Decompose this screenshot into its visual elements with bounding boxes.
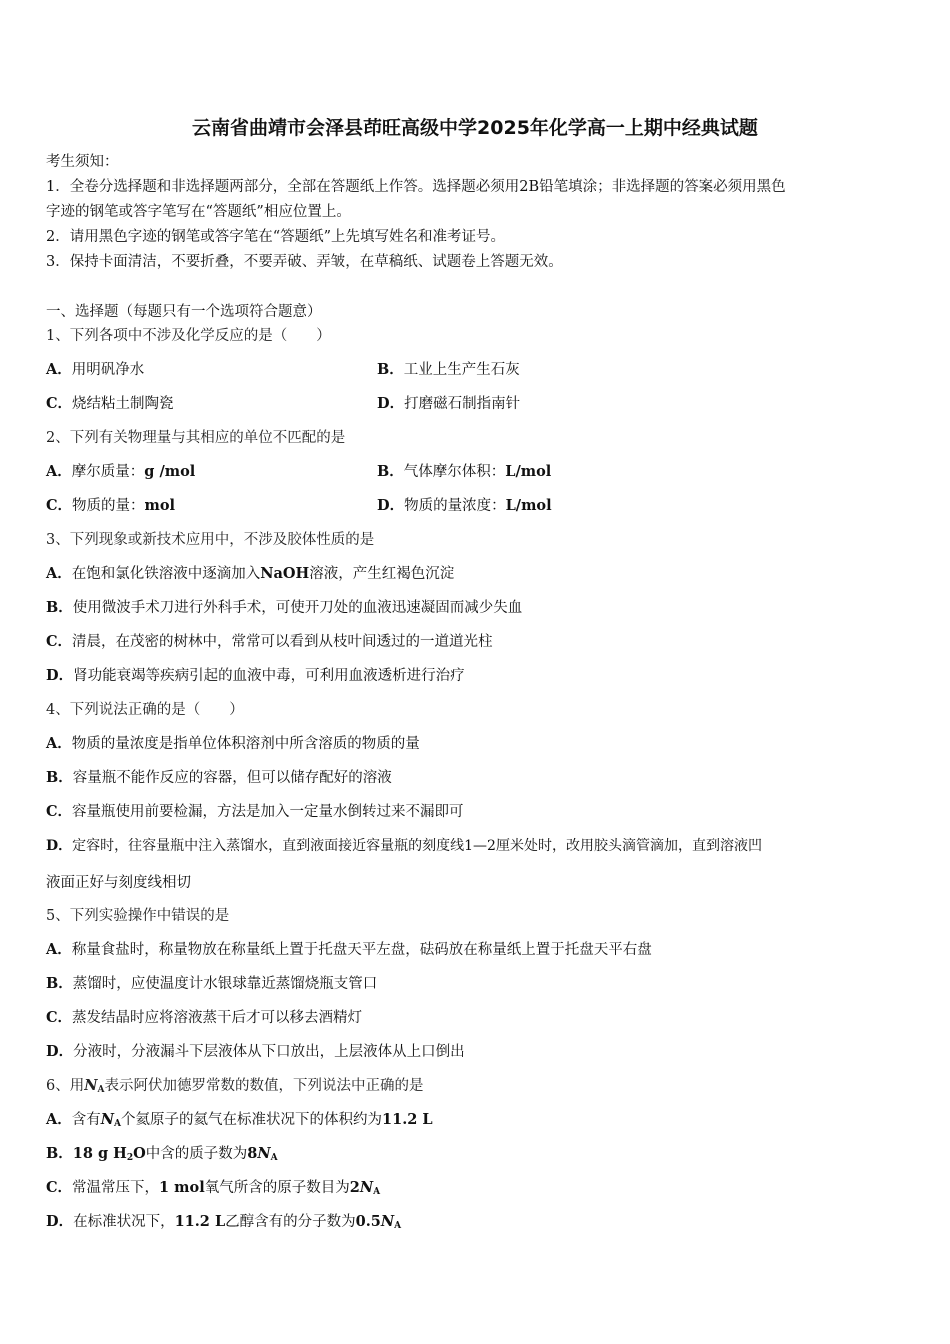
q2-option-a [46, 462, 195, 482]
q6-option-b [46, 1144, 278, 1168]
avogadro-subscript: A [394, 1221, 402, 1231]
option-text: 使用微波手术刀进行外科手术，可使开刀处的血液迅速凝固而减少失血 [72, 600, 523, 616]
notice-heading: 考生须知： [46, 154, 119, 170]
option-label: B． [46, 975, 73, 992]
option-text: 称量食盐时，称量物放在称量纸上置于托盘天平左盘，砝码放在称量纸上置于托盘天平右盘 [71, 942, 652, 958]
option-text: 定容时，往容量瓶中注入蒸馏水，直到液面接近容量瓶的刻度线1—2厘米处时，改用胶头滴管滴加，直到溶液凹 [72, 838, 762, 854]
option-text: 分液时，分液漏斗下层液体从下口放出，上层液体从上口倒出 [73, 1044, 465, 1060]
option-value: 1 mol [159, 1179, 205, 1196]
option-unit: L/mol [505, 497, 552, 514]
option-text: 乙醇含有的分子数为 [225, 1214, 356, 1230]
option-text: 个氦原子的氦气在标准状况下的体积约为 [121, 1112, 383, 1128]
option-text: 物质的量浓度： [404, 498, 506, 514]
option-text: 在饱和氯化铁溶液中逐滴加入 [71, 566, 261, 582]
q4-option-c [46, 802, 464, 822]
option-label: A． [46, 361, 72, 378]
q3-option-a [46, 564, 454, 584]
avogadro-subscript: A [270, 1153, 278, 1163]
q5-stem: 5、下列实验操作中错误的是 [46, 908, 230, 924]
option-text: 蒸发结晶时应将溶液蒸干后才可以移去酒精灯 [72, 1010, 363, 1026]
notice-item-3: 3．保持卡面清洁，不要折叠，不要弄破、弄皱，在草稿纸、试题卷上答题无效。 [46, 254, 563, 270]
option-value: 11.2 L [174, 1213, 226, 1230]
option-unit: mol [144, 497, 176, 514]
chem-formula: 18 g H [72, 1145, 127, 1162]
option-label: D． [46, 838, 73, 854]
option-text: 在标准状况下， [73, 1214, 175, 1230]
q3-option-c [46, 632, 493, 652]
option-text: 容量瓶不能作反应的容器，但可以储存配好的溶液 [72, 770, 392, 786]
option-text: 溶液，产生红褐色沉淀 [309, 566, 455, 582]
option-label: B． [46, 599, 73, 616]
q1-option-a [46, 360, 144, 380]
formula-subscript: 2 [126, 1153, 134, 1163]
q4-option-d [46, 836, 762, 856]
option-text: 物质的量浓度是指单位体积溶剂中所含溶质的物质的量 [71, 736, 420, 752]
option-label: D． [46, 1213, 74, 1230]
q5-option-b [46, 974, 377, 994]
option-label: B． [46, 1145, 73, 1162]
avogadro-subscript: A [97, 1085, 105, 1095]
avogadro-symbol: N [84, 1077, 98, 1094]
option-text: 用明矾净水 [71, 362, 145, 378]
q3-option-b [46, 598, 522, 618]
q4-option-d-cont: 液面正好与刻度线相切 [46, 875, 191, 891]
option-value: 2 [349, 1179, 360, 1196]
option-label: D． [377, 395, 405, 412]
q3-option-d [46, 666, 465, 686]
q4-stem: 4、下列说法正确的是（ ） [46, 702, 244, 718]
option-text: 物质的量： [72, 498, 145, 514]
q1-option-c [46, 394, 174, 414]
q2-option-d [377, 496, 552, 516]
option-text: 工业上生产生石灰 [403, 362, 520, 378]
avogadro-subscript: A [114, 1119, 122, 1129]
option-text: 常温常压下， [72, 1180, 160, 1196]
option-label: A． [46, 463, 72, 480]
section-heading: 一、选择题（每题只有一个选项符合题意） [46, 304, 322, 320]
avogadro-subscript: A [373, 1187, 381, 1197]
option-text: 容量瓶使用前要检漏，方法是加入一定量水倒转过来不漏即可 [72, 804, 464, 820]
option-label: C． [46, 1009, 73, 1026]
avogadro-symbol: N [257, 1145, 271, 1162]
option-label: D． [46, 1043, 74, 1060]
q4-option-b [46, 768, 392, 788]
option-label: B． [377, 463, 404, 480]
avogadro-symbol: N [100, 1111, 115, 1128]
q1-option-b [377, 360, 520, 380]
q6-option-c [46, 1178, 380, 1202]
option-label: C． [46, 633, 73, 650]
q1-option-d [377, 394, 520, 414]
option-text: 肾功能衰竭等疾病引起的血液中毒，可利用血液透析进行治疗 [73, 668, 465, 684]
option-label: D． [46, 667, 74, 684]
option-text: 气体摩尔体积： [403, 464, 506, 480]
notice-item-1: 1．全卷分选择题和非选择题两部分，全部在答题纸上作答。选择题必须用2B铅笔填涂；非选择题的答案必须用黑色 [46, 179, 786, 195]
q2-option-c [46, 496, 175, 516]
option-value: 8 [247, 1145, 258, 1162]
q2-stem: 2、下列有关物理量与其相应的单位不匹配的是 [46, 430, 346, 446]
q1-stem: 1、下列各项中不涉及化学反应的是（ ） [46, 328, 331, 344]
q2-option-b [377, 462, 551, 482]
q6-option-a [46, 1110, 433, 1134]
notice-item-1-cont: 字迹的钢笔或答字笔写在“答题纸”相应位置上。 [46, 204, 351, 220]
page-title: 云南省曲靖市会泽县茚旺高级中学2025年化学高一上期中经典试题 [192, 117, 758, 139]
option-value: 11.2 L [382, 1111, 433, 1128]
stem-text: 表示阿伏加德罗常数的数值，下列说法中正确的是 [104, 1078, 424, 1094]
option-label: B． [46, 769, 73, 786]
option-unit: g /mol [144, 463, 196, 480]
q4-option-a [46, 734, 420, 754]
q5-option-c [46, 1008, 362, 1028]
option-label: A． [46, 565, 72, 582]
q3-stem: 3、下列现象或新技术应用中，不涉及胶体性质的是 [46, 532, 375, 548]
option-label: A． [46, 1111, 72, 1128]
option-label: A． [46, 735, 72, 752]
option-text: 含有 [71, 1112, 101, 1128]
q5-option-d [46, 1042, 465, 1062]
chem-formula: O [133, 1145, 146, 1162]
option-label: C． [46, 1179, 73, 1196]
q5-option-a [46, 940, 652, 960]
q6-stem [46, 1076, 423, 1100]
stem-text: 6、用 [46, 1078, 85, 1094]
option-label: C． [46, 395, 73, 412]
q6-option-d [46, 1212, 401, 1236]
notice-item-2: 2．请用黑色字迹的钢笔或答字笔在“答题纸”上先填写姓名和准考证号。 [46, 229, 506, 245]
option-unit: L/mol [505, 463, 552, 480]
option-label: A． [46, 941, 72, 958]
option-text: 清晨，在茂密的树林中，常常可以看到从枝叶间透过的一道道光柱 [72, 634, 493, 650]
option-text: 蒸馏时，应使温度计水银球靠近蒸馏烧瓶支管口 [72, 976, 378, 992]
option-text: 打磨磁石制指南针 [404, 396, 521, 412]
option-label: C． [46, 497, 73, 514]
option-text: 中含的质子数为 [145, 1146, 248, 1162]
avogadro-symbol: N [380, 1213, 395, 1230]
option-value: 0.5 [355, 1213, 381, 1230]
option-text: 烧结粘土制陶瓷 [72, 396, 174, 412]
option-label: B． [377, 361, 404, 378]
chem-formula: NaOH [260, 565, 310, 582]
option-text: 氧气所含的原子数目为 [204, 1180, 350, 1196]
option-label: D． [377, 497, 405, 514]
option-label: C． [46, 803, 73, 820]
avogadro-symbol: N [359, 1179, 374, 1196]
option-text: 摩尔质量： [71, 464, 145, 480]
